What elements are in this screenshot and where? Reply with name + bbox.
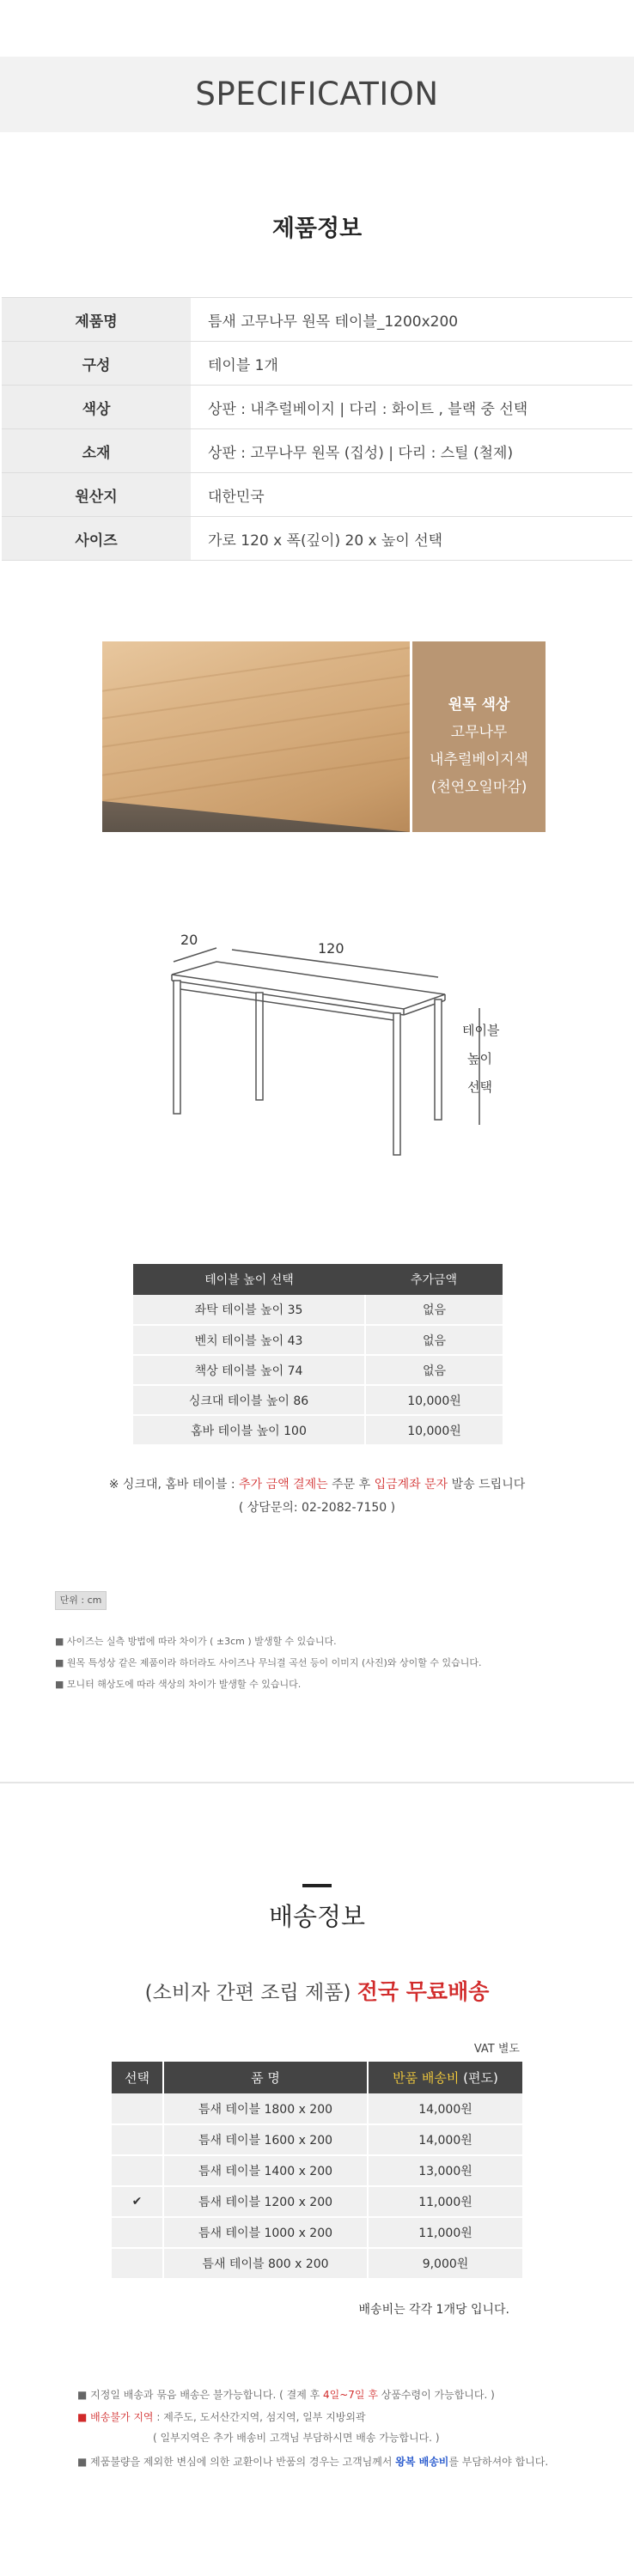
return-fee: 11,000원: [368, 2186, 522, 2217]
delivery-note: [77, 2387, 495, 2402]
vat-note: VAT 별도: [473, 2043, 520, 2056]
option-name: 벤치 테이블 높이 43: [133, 1325, 365, 1355]
note-highlight: ■ 배송불가 지역: [77, 2411, 154, 2423]
note-highlight: 왕복 배송비: [395, 2456, 449, 2468]
column-header: [368, 2062, 522, 2093]
spec-note: ■ 사이즈는 실측 방법에 따라 차이가 ( ±3cm ) 발생할 수 있습니다.: [55, 1636, 337, 1647]
fee-header-rest: (편도): [459, 2070, 498, 2086]
spec-note: ■ 원목 특성상 같은 제품이라 하더라도 사이즈나 무늬결 곡선 등이 이미지 (사진)와 상이할 수 있습니다.: [55, 1657, 482, 1668]
column-header: 테이블 높이 선택: [133, 1264, 365, 1295]
product-name: 틈새 테이블 1800 x 200: [163, 2093, 368, 2124]
column-header: 추가금액: [365, 1264, 503, 1295]
table-header-row: [112, 2062, 522, 2093]
section-divider: [0, 1782, 634, 1783]
swatch-finish: (천연오일마감): [430, 779, 527, 796]
row-value: 상판 : 내추럴베이지 | 다리 : 화이트 , 블랙 중 선택: [191, 386, 632, 429]
product-name: 틈새 테이블 1200 x 200: [163, 2186, 368, 2217]
notice-suffix: 발송 드립니다: [448, 1478, 526, 1492]
notice-red-1: 추가 금액 결제는: [239, 1478, 328, 1492]
note-text: 를 부담하셔야 합니다.: [448, 2456, 549, 2468]
shipping-info-title: 배송정보: [268, 1902, 366, 1931]
table-row: [133, 1355, 503, 1385]
note-text: : 제주도, 도서산간지역, 섬지역, 일부 지방외곽: [153, 2411, 366, 2423]
swatch-color: 내추럴베이지색: [430, 751, 528, 769]
row-label: 제품명: [2, 298, 191, 342]
row-label: 구성: [2, 342, 191, 386]
option-price: 없음: [365, 1325, 503, 1355]
row-label: 색상: [2, 386, 191, 429]
option-name: 책상 테이블 높이 74: [133, 1355, 365, 1385]
note-text: ■ 제품불량을 제외한 변심에 의한 교환이나 반품의 경우는 고객님께서: [77, 2456, 396, 2468]
selected-check-icon: ✔: [112, 2186, 163, 2217]
return-fee: 9,000원: [368, 2248, 522, 2279]
notice-red-2: 입금계좌 문자: [374, 1478, 448, 1492]
spec-note: ■ 모니터 해상도에 따라 색상의 차이가 발생할 수 있습니다.: [55, 1679, 302, 1690]
product-name: 틈새 테이블 1600 x 200: [163, 2124, 368, 2155]
table-row: [2, 342, 632, 386]
depth-label: 20: [180, 932, 198, 948]
height-label-3: 선택: [467, 1079, 492, 1095]
product-name: 틈새 테이블 800 x 200: [163, 2248, 368, 2279]
row-value: 대한민국: [191, 473, 632, 517]
table-row: [112, 2124, 522, 2155]
row-label: 소재: [2, 429, 191, 473]
swatch-title: 원목 색상: [448, 696, 510, 714]
title-accent-bar: [302, 1884, 332, 1887]
delivery-note: ( 일부지역은 추가 배송비 고객님 부담하시면 배송 가능합니다. ): [153, 2432, 440, 2444]
return-fee: 14,000원: [368, 2124, 522, 2155]
return-fee: 14,000원: [368, 2093, 522, 2124]
column-header: 선택: [112, 2062, 163, 2093]
note-text: ■ 지정일 배송과 묶음 배송은 불가능합니다. ( 결제 후: [77, 2389, 324, 2401]
table-row: [112, 2186, 522, 2217]
selected-check-icon: [112, 2093, 163, 2124]
row-label: 사이즈: [2, 517, 191, 561]
delivery-note: [77, 2409, 366, 2424]
product-name: 틈새 테이블 1400 x 200: [163, 2155, 368, 2186]
selected-check-icon: [112, 2248, 163, 2279]
table-row: [2, 429, 632, 473]
option-name: 좌탁 테이블 높이 35: [133, 1295, 365, 1325]
width-label: 120: [318, 940, 344, 957]
height-label-2: 높이: [467, 1051, 492, 1066]
return-fee: 11,000원: [368, 2217, 522, 2248]
product-info-title: 제품정보: [271, 216, 363, 242]
shipping-subtitle: [0, 1975, 634, 2006]
row-label: 원산지: [2, 473, 191, 517]
shipping-sub-prefix: (소비자 간편 조립 제품): [144, 1982, 357, 2004]
notice-mid: 주문 후: [327, 1478, 375, 1492]
wood-surface-photo: [102, 641, 410, 832]
selected-check-icon: [112, 2155, 163, 2186]
fee-per-item-note: 배송비는 각각 1개당 입니다.: [358, 2303, 509, 2317]
free-shipping-text: 전국 무료배송: [357, 1979, 490, 2004]
table-row: [2, 473, 632, 517]
selected-check-icon: [112, 2217, 163, 2248]
product-info-table: [2, 297, 632, 561]
option-price: 10,000원: [365, 1385, 503, 1415]
table-row: [133, 1325, 503, 1355]
option-name: 홈바 테이블 높이 100: [133, 1415, 365, 1445]
height-option-table: [133, 1264, 503, 1446]
table-row: [2, 517, 632, 561]
table-row: [112, 2217, 522, 2248]
unit-badge: 단위 : cm: [55, 1591, 107, 1610]
row-value: 가로 120 x 폭(깊이) 20 x 높이 선택: [191, 517, 632, 561]
table-row: [112, 2155, 522, 2186]
table-dimension-diagram: [155, 910, 515, 1159]
fee-header-highlight: 반품 배송비: [393, 2070, 460, 2086]
table-row: [2, 386, 632, 429]
option-payment-notice: [0, 1475, 634, 1492]
wood-color-swatch: [412, 641, 546, 832]
row-value: 상판 : 고무나무 원목 (집성) | 다리 : 스틸 (철제): [191, 429, 632, 473]
swatch-material: 고무나무: [450, 724, 508, 741]
table-row: [112, 2248, 522, 2279]
contact-number: ( 상담문의: 02-2082-7150 ): [238, 1501, 396, 1515]
product-name: 틈새 테이블 1000 x 200: [163, 2217, 368, 2248]
specification-banner: SPECIFICATION: [0, 57, 634, 132]
return-fee: 13,000원: [368, 2155, 522, 2186]
table-row: [133, 1385, 503, 1415]
option-price: 10,000원: [365, 1415, 503, 1445]
shipping-fee-table: [112, 2062, 522, 2280]
table-row: [133, 1415, 503, 1445]
notice-prefix: ※ 싱크대, 홈바 테이블 :: [108, 1478, 240, 1492]
delivery-note: [77, 2454, 548, 2469]
row-value: 테이블 1개: [191, 342, 632, 386]
note-text: 상품수령이 가능합니다. ): [377, 2389, 495, 2401]
option-price: 없음: [365, 1355, 503, 1385]
row-value: 틈새 고무나무 원목 테이블_1200x200: [191, 298, 632, 342]
selected-check-icon: [112, 2124, 163, 2155]
table-row: [112, 2093, 522, 2124]
note-highlight: 4일~7일 후: [323, 2389, 378, 2401]
option-price: 없음: [365, 1295, 503, 1325]
table-header-row: [133, 1264, 503, 1295]
height-label-1: 테이블: [462, 1023, 500, 1038]
table-row: [133, 1295, 503, 1325]
table-row: [2, 298, 632, 342]
option-name: 싱크대 테이블 높이 86: [133, 1385, 365, 1415]
column-header: 품 명: [163, 2062, 368, 2093]
